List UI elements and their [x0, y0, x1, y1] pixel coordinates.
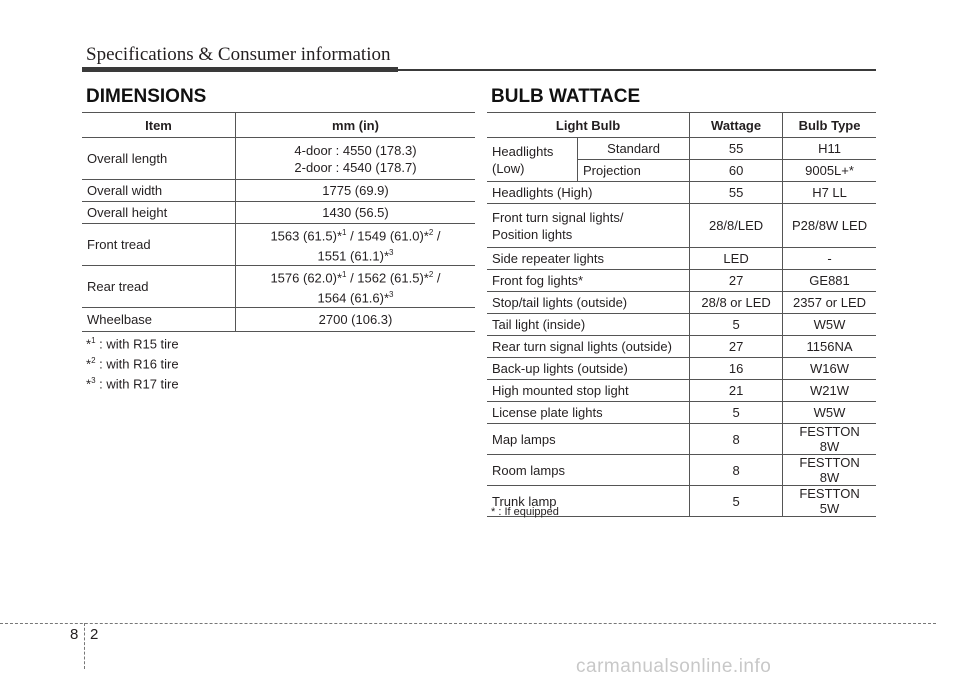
note-sup: 2	[91, 356, 96, 365]
front-turn-label: Front turn signal lights/ Position lights	[492, 209, 624, 242]
row-value	[236, 138, 476, 180]
page-header-title: Specifications & Consumer information	[86, 44, 391, 65]
dimensions-heading: DIMENSIONS	[86, 86, 207, 107]
row-wattage: 55	[690, 182, 783, 204]
row-type: GE881	[783, 270, 876, 292]
table-row	[82, 138, 475, 180]
row-value	[236, 224, 476, 266]
bulb-header-row	[487, 113, 876, 138]
dimensions-header-row	[82, 113, 475, 138]
row-label: Side repeater lights	[487, 248, 690, 270]
row-label: Stop/tail lights (outside)	[487, 292, 690, 314]
dimensions-table	[82, 112, 475, 332]
row-type: W5W	[783, 314, 876, 336]
note-sup: 1	[91, 336, 96, 345]
col-bulb-type: Bulb Type	[783, 113, 876, 138]
row-type: FESTTON 5W	[783, 486, 876, 517]
row-label: Headlights (High)	[487, 182, 690, 204]
row-type: W16W	[783, 358, 876, 380]
table-row	[487, 380, 876, 402]
row-wattage: 8	[690, 424, 783, 455]
row-value	[236, 265, 476, 307]
footer-dashed-rule	[0, 623, 936, 624]
front-tread-r15: 1563 (61.5)*	[270, 228, 343, 244]
row-type: H7 LL	[783, 182, 876, 204]
note-text: : with R17 tire	[95, 376, 179, 392]
header-rule-thin	[398, 69, 876, 71]
col-item: Item	[82, 113, 236, 138]
row-wattage: 5	[690, 402, 783, 424]
footnote-mark: 3	[389, 290, 394, 300]
standard-wattage: 55	[690, 138, 783, 160]
bulb-footnote: * : If equipped	[491, 506, 559, 518]
footnote-mark: 3	[389, 248, 394, 258]
row-type: FESTTON 8W	[783, 455, 876, 486]
table-row	[487, 358, 876, 380]
row-type: W21W	[783, 380, 876, 402]
note-sup: 3	[91, 376, 96, 385]
row-label: Trunk lamp	[487, 486, 690, 517]
table-row	[82, 307, 475, 331]
row-label: Front tread	[82, 224, 236, 266]
row-label: Front fog lights*	[487, 270, 690, 292]
table-row	[487, 182, 876, 204]
rear-tread-r16: / 1562 (61.5)*	[346, 270, 429, 286]
rear-tread-r15: 1576 (62.0)*	[270, 270, 343, 286]
table-row	[82, 180, 475, 202]
row-label: Room lamps	[487, 455, 690, 486]
note-text: : with R16 tire	[95, 356, 179, 372]
row-wattage: 8	[690, 455, 783, 486]
note-star: *	[86, 336, 92, 352]
table-row	[82, 265, 475, 307]
row-label: Back-up lights (outside)	[487, 358, 690, 380]
row-label	[487, 204, 690, 248]
headlights-low-label: Headlights (Low)	[487, 138, 578, 182]
row-label: Map lamps	[487, 424, 690, 455]
value-4door: 4-door : 4550 (178.3)	[294, 142, 417, 158]
table-row	[487, 292, 876, 314]
tire-note-r17	[86, 376, 179, 391]
row-label: High mounted stop light	[487, 380, 690, 402]
projection-type: 9005L+*	[783, 160, 876, 182]
table-row	[82, 224, 475, 266]
front-tread-r16: / 1549 (61.0)*	[346, 228, 429, 244]
row-label: Overall length	[82, 138, 236, 180]
front-tread-r17: 1551 (61.1)*	[317, 248, 390, 264]
row-type: FESTTON 8W	[783, 424, 876, 455]
row-wattage: 5	[690, 486, 783, 517]
row-label: Rear tread	[82, 265, 236, 307]
bulb-heading: BULB WATTACE	[491, 86, 641, 107]
projection-wattage: 60	[690, 160, 783, 182]
row-value: 1430 (56.5)	[236, 202, 476, 224]
table-row	[487, 314, 876, 336]
table-row	[487, 204, 876, 248]
table-row	[487, 402, 876, 424]
footnote-mark: 1	[342, 228, 347, 237]
separator: /	[433, 228, 441, 244]
table-row	[487, 248, 876, 270]
table-row	[487, 138, 876, 160]
row-type: 2357 or LED	[783, 292, 876, 314]
header-rule-thick	[82, 67, 398, 72]
col-mm: mm (in)	[236, 113, 476, 138]
separator: /	[433, 270, 441, 286]
value-2door: 2-door : 4540 (178.7)	[294, 159, 417, 175]
table-row	[487, 336, 876, 358]
footnote-mark: 2	[428, 228, 434, 237]
table-row	[487, 455, 876, 486]
footer-dashed-divider	[84, 623, 85, 669]
rear-tread-r17: 1564 (61.6)*	[317, 290, 390, 306]
projection-label: Projection	[578, 160, 690, 182]
note-text: : with R15 tire	[95, 336, 179, 352]
row-type: W5W	[783, 402, 876, 424]
row-type: -	[783, 248, 876, 270]
row-type: P28/8W LED	[783, 204, 876, 248]
note-star: *	[86, 356, 92, 372]
standard-type: H11	[783, 138, 876, 160]
row-label: Overall height	[82, 202, 236, 224]
tire-note-r16	[86, 356, 179, 371]
row-wattage: 28/8/LED	[690, 204, 783, 248]
table-row	[82, 202, 475, 224]
row-label: Rear turn signal lights (outside)	[487, 336, 690, 358]
row-type: 1156NA	[783, 336, 876, 358]
row-wattage: 28/8 or LED	[690, 292, 783, 314]
row-label: Wheelbase	[82, 307, 236, 331]
row-label: Tail light (inside)	[487, 314, 690, 336]
row-value: 2700 (106.3)	[236, 307, 476, 331]
standard-label: Standard	[578, 138, 690, 160]
table-row	[487, 270, 876, 292]
row-label: Overall width	[82, 180, 236, 202]
rear-tread-line2	[241, 286, 470, 306]
footnote-mark: 1	[342, 269, 347, 279]
row-wattage: LED	[690, 248, 783, 270]
front-tread-line2	[241, 244, 470, 264]
note-star: *	[86, 376, 92, 392]
footnote-mark: 2	[428, 269, 434, 279]
row-label: License plate lights	[487, 402, 690, 424]
page-section-number: 8	[70, 626, 79, 643]
front-tread-line1	[241, 224, 470, 244]
tire-note-r15	[86, 336, 179, 351]
bulb-table	[487, 112, 876, 517]
row-wattage: 21	[690, 380, 783, 402]
table-row	[487, 424, 876, 455]
row-wattage: 16	[690, 358, 783, 380]
rear-tread-line1	[241, 266, 470, 286]
row-wattage: 5	[690, 314, 783, 336]
col-wattage: Wattage	[690, 113, 783, 138]
watermark: carmanualsonline.info	[576, 656, 772, 677]
page-number: 2	[90, 626, 99, 643]
row-wattage: 27	[690, 336, 783, 358]
row-value: 1775 (69.9)	[236, 180, 476, 202]
row-wattage: 27	[690, 270, 783, 292]
col-light-bulb: Light Bulb	[487, 113, 690, 138]
